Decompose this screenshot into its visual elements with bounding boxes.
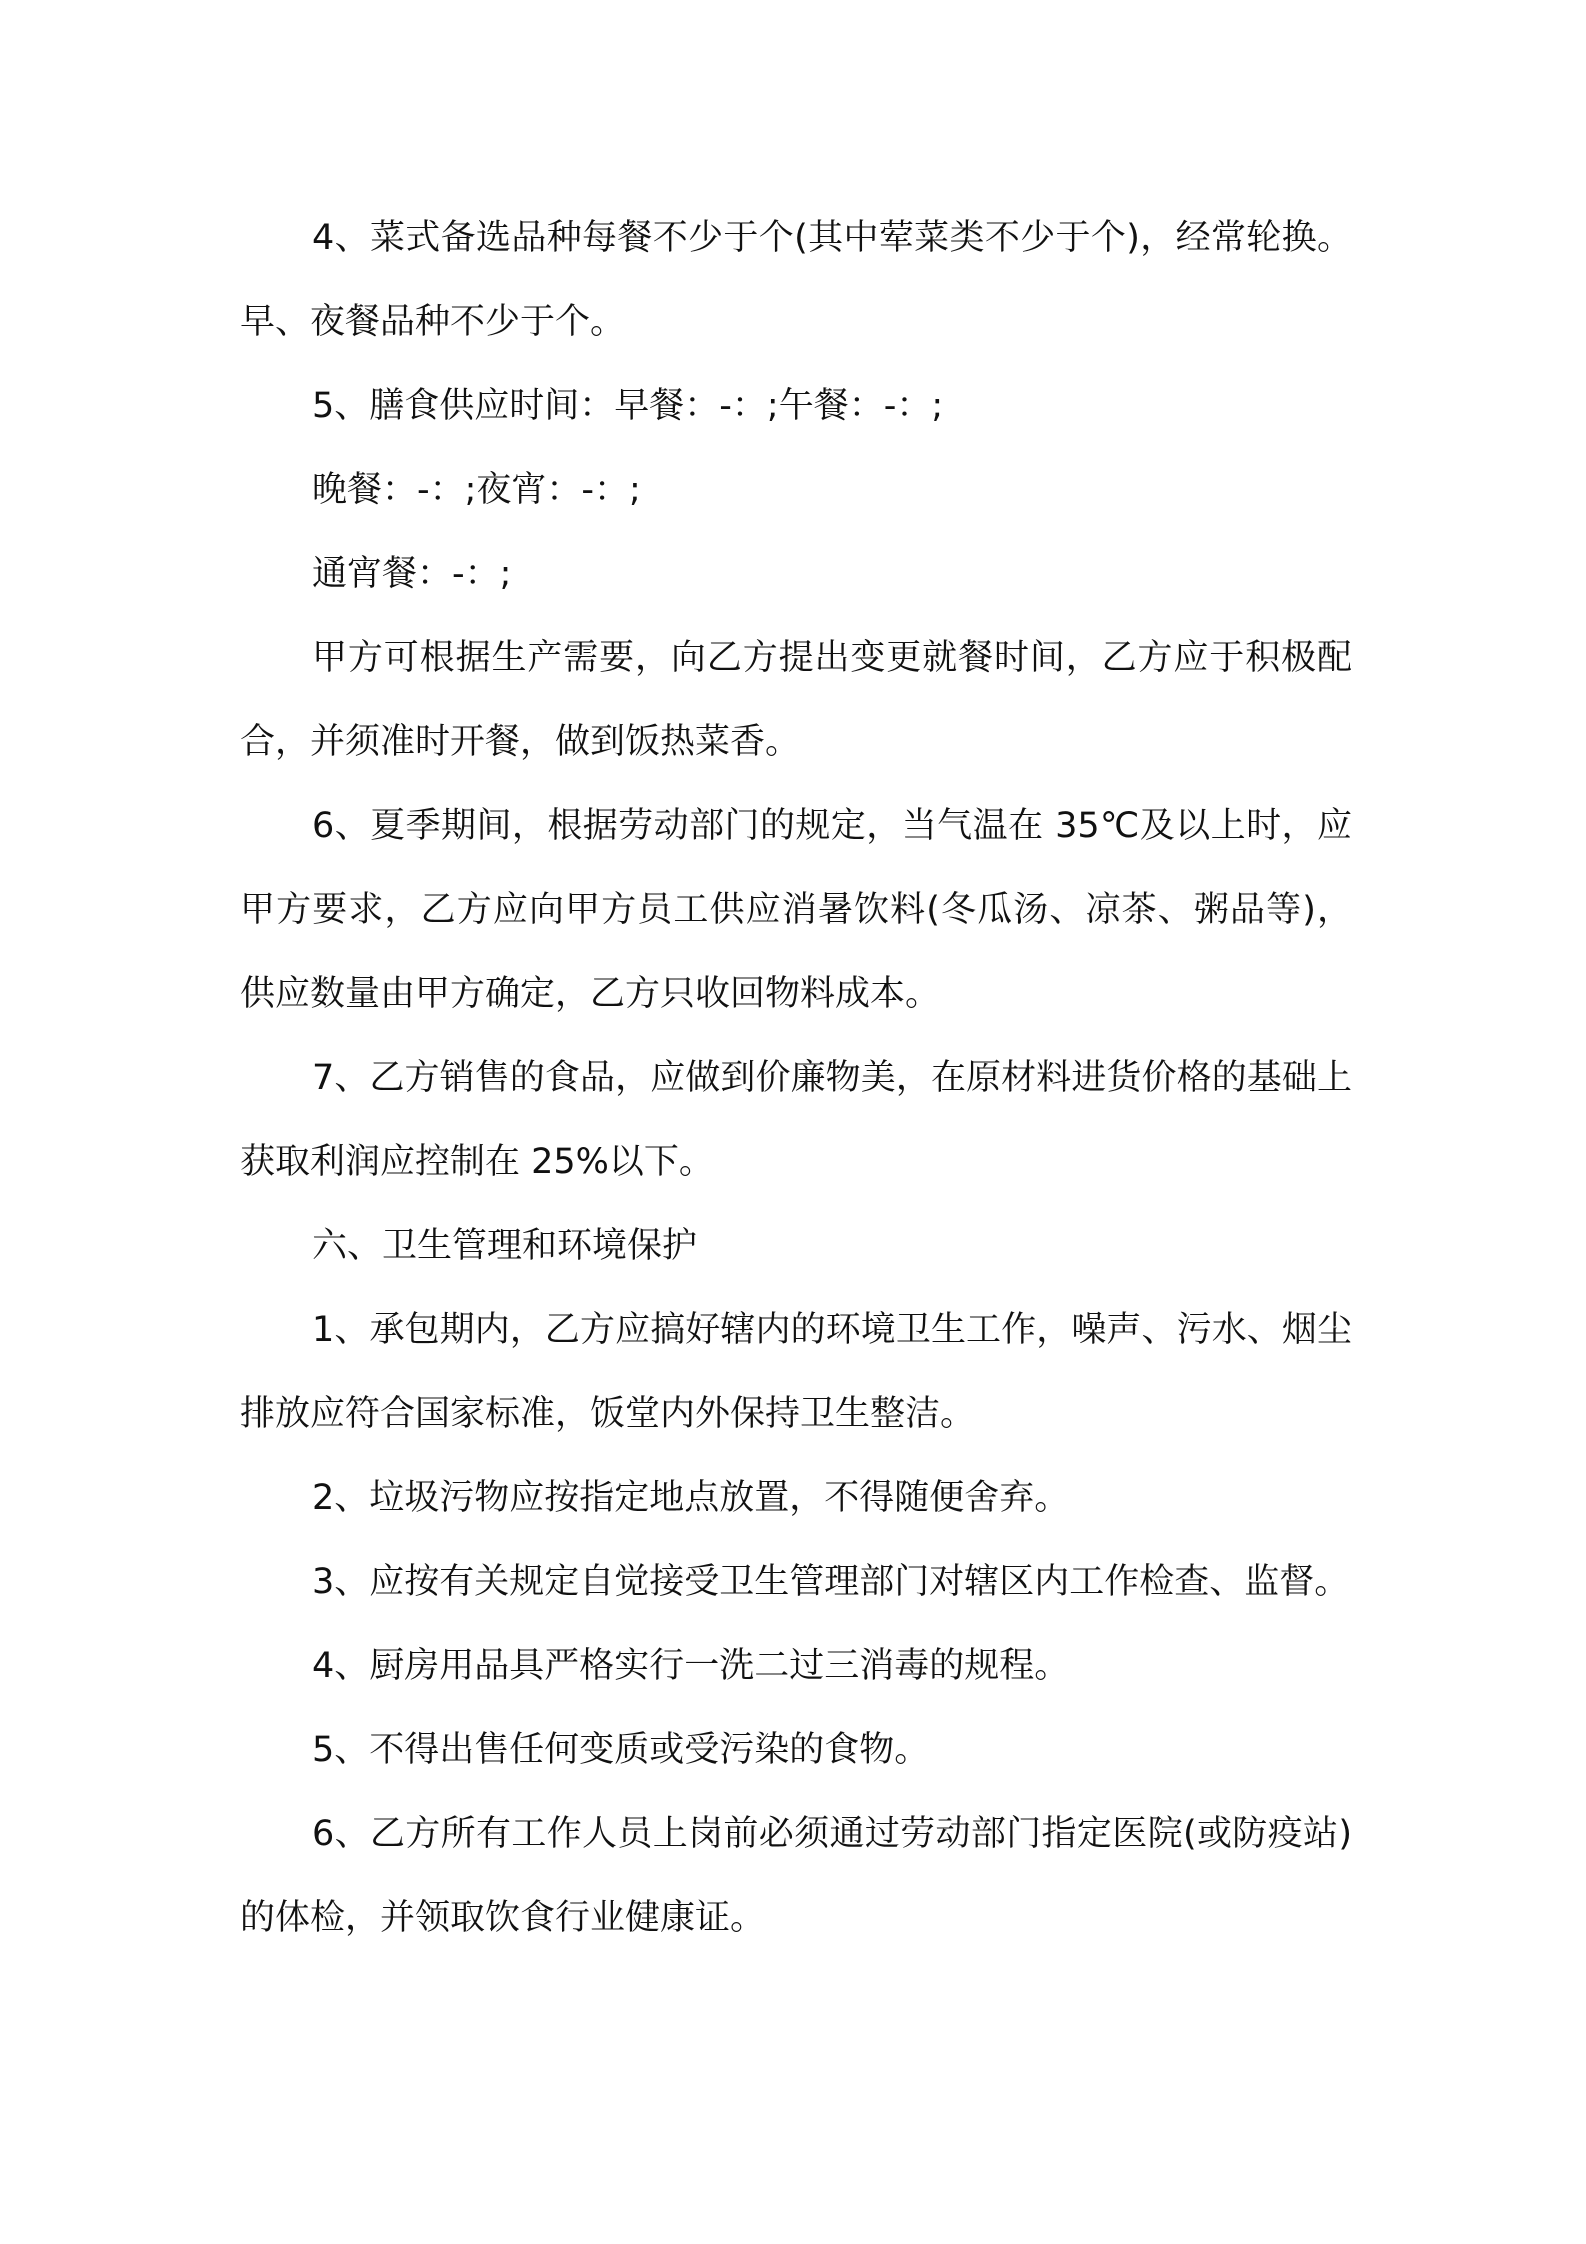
paragraph-meal-times: 5、膳食供应时间：早餐：-：;午餐：-：; — [312, 386, 944, 426]
section-heading-hygiene: 六、卫生管理和环境保护 — [312, 1226, 698, 1266]
paragraph-overnight-times: 通宵餐：-：; — [312, 554, 512, 594]
document-body — [240, 196, 1352, 1960]
paragraph-hygiene-6: 6、乙方所有工作人员上岗前必须通过劳动部门指定医院(或防疫站)的体检，并领取饮食行业健康证。 — [240, 1814, 1352, 1938]
paragraph-hygiene-1: 1、承包期内，乙方应搞好辖内的环境卫生工作，噪声、污水、烟尘排放应符合国家标准，饭堂内外保持卫生整洁。 — [240, 1310, 1352, 1434]
paragraph-time-change: 甲方可根据生产需要，向乙方提出变更就餐时间，乙方应于积极配合，并须准时开餐，做到饭热菜香。 — [240, 638, 1352, 762]
paragraph-hygiene-4: 4、厨房用品具严格实行一洗二过三消毒的规程。 — [312, 1646, 1070, 1686]
paragraph-hygiene-2: 2、垃圾污物应按指定地点放置，不得随便舍弃。 — [312, 1478, 1070, 1518]
paragraph-dinner-times: 晚餐：-：;夜宵：-：; — [312, 470, 641, 510]
paragraph-hygiene-3: 3、应按有关规定自觉接受卫生管理部门对辖区内工作检查、监督。 — [312, 1562, 1350, 1602]
paragraph-hygiene-5: 5、不得出售任何变质或受污染的食物。 — [312, 1730, 930, 1770]
paragraph-item-4-menu: 4、菜式备选品种每餐不少于个(其中荤菜类不少于个)，经常轮换。早、夜餐品种不少于个。 — [240, 218, 1352, 342]
paragraph-summer-drinks: 6、夏季期间，根据劳动部门的规定，当气温在 35℃及以上时，应甲方要求，乙方应向甲方员工供应消暑饮料(冬瓜汤、凉茶、粥品等)，供应数量由甲方确定，乙方只收回物料成本。 — [240, 806, 1352, 1014]
paragraph-pricing: 7、乙方销售的食品，应做到价廉物美，在原材料进货价格的基础上获取利润应控制在 25%以下。 — [240, 1058, 1352, 1182]
